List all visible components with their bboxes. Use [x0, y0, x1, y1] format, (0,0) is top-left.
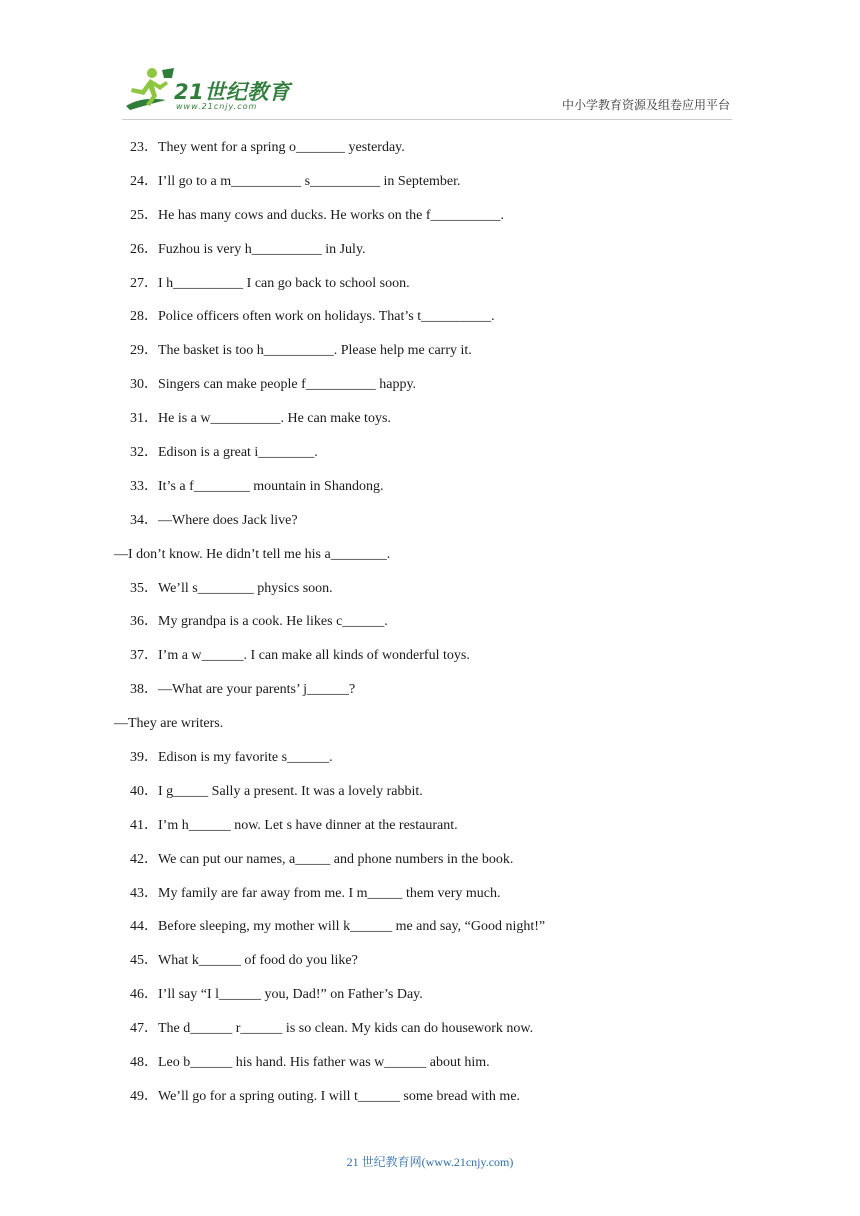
logo-url: www.21cnjy.com — [176, 102, 258, 111]
logo-text: 21世纪教育 — [174, 80, 291, 104]
question-text: My family are far away from me. I m_____ them very much. — [158, 885, 501, 901]
question-number: 39． — [130, 750, 158, 766]
question-line — [114, 714, 750, 748]
question-text: —What are your parents’ j______? — [158, 682, 356, 698]
question-number: 23． — [130, 140, 158, 155]
question-number: 36． — [130, 614, 158, 630]
question-text: We’ll go for a spring outing. I will t______ some bread with me. — [158, 1088, 521, 1104]
question-number: 34． — [130, 512, 158, 528]
header-platform-text: 中小学教育资源及组卷应用平台 — [561, 98, 730, 112]
question-list — [114, 138, 750, 1121]
question-text: Edison is a great i________. — [158, 445, 318, 461]
question-line — [130, 680, 750, 714]
question-line — [130, 1087, 750, 1121]
question-text: Singers can make people f__________ happy. — [158, 377, 417, 393]
question-line — [130, 917, 750, 951]
question-number: 48． — [130, 1055, 158, 1071]
runner-logo-icon — [122, 66, 178, 112]
question-line — [130, 612, 750, 646]
question-number: 47． — [130, 1021, 158, 1037]
question-line — [130, 409, 750, 443]
question-number: 41． — [130, 817, 158, 833]
question-text: I’m h______ now. Let s have dinner at the restaurant. — [158, 817, 458, 833]
question-line — [130, 240, 750, 274]
question-number: 45． — [130, 953, 158, 969]
question-number: 25． — [130, 207, 158, 223]
question-line — [130, 138, 750, 172]
question-text: We’ll s________ physics soon. — [158, 580, 333, 596]
question-number: 46． — [130, 987, 158, 1003]
question-text: He has many cows and ducks. He works on the f__________. — [158, 207, 505, 223]
question-line — [130, 884, 750, 918]
question-text: I’m a w______. I can make all kinds of wonderful toys. — [158, 648, 470, 664]
question-number: 44． — [130, 919, 158, 935]
question-line — [130, 511, 750, 545]
question-line — [114, 545, 750, 579]
header-divider — [122, 119, 732, 120]
question-line — [130, 274, 750, 308]
question-text: —They are writers. — [114, 716, 224, 732]
question-number: 40． — [130, 783, 158, 799]
question-text: I’ll say “I l______ you, Dad!” on Father’s Day. — [158, 987, 423, 1003]
question-number: 27． — [130, 275, 158, 291]
question-number: 24． — [130, 173, 158, 189]
question-number: 42． — [130, 851, 158, 867]
question-number: 26． — [130, 241, 158, 257]
question-text: It’s a f________ mountain in Shandong. — [158, 478, 384, 494]
page-header — [0, 0, 860, 125]
question-number: 49． — [130, 1088, 158, 1104]
question-text: I’ll go to a m__________ s__________ in September. — [158, 173, 461, 189]
question-text: What k______ of food do you like? — [158, 953, 358, 969]
question-line — [130, 375, 750, 409]
question-line — [130, 206, 750, 240]
question-text: —Where does Jack live? — [158, 512, 298, 528]
page-footer: 21 世纪教育网(www.21cnjy.com) — [346, 1155, 514, 1169]
question-text: Edison is my favorite s______. — [158, 750, 333, 766]
question-text: The basket is too h__________. Please help me carry it. — [158, 343, 472, 359]
question-number: 43． — [130, 885, 158, 901]
question-line — [130, 579, 750, 613]
question-number: 33． — [130, 478, 158, 494]
question-text: The d______ r______ is so clean. My kids can do housework now. — [158, 1021, 534, 1037]
question-line — [130, 1019, 750, 1053]
question-text: I g_____ Sally a present. It was a lovely rabbit. — [158, 783, 423, 799]
question-text: Fuzhou is very h__________ in July. — [158, 241, 366, 257]
question-line — [130, 341, 750, 375]
question-line — [130, 477, 750, 511]
question-text: We can put our names, a_____ and phone numbers in the book. — [158, 851, 514, 867]
question-line — [130, 1053, 750, 1087]
question-number: 29． — [130, 343, 158, 359]
question-number: 35． — [130, 580, 158, 596]
question-line — [130, 782, 750, 816]
question-line — [130, 985, 750, 1019]
question-line — [130, 748, 750, 782]
question-line — [130, 172, 750, 206]
question-text: My grandpa is a cook. He likes c______. — [158, 614, 388, 630]
question-text: Police officers often work on holidays. That’s t__________. — [158, 309, 495, 325]
question-line — [130, 307, 750, 341]
question-line — [130, 951, 750, 985]
question-text: —I don’t know. He didn’t tell me his a________. — [114, 546, 391, 562]
logo — [122, 66, 292, 116]
question-line — [130, 443, 750, 477]
question-text: He is a w__________. He can make toys. — [158, 411, 391, 427]
question-text: Leo b______ his hand. His father was w______ about him. — [158, 1055, 490, 1071]
question-line — [130, 850, 750, 884]
question-number: 32． — [130, 445, 158, 461]
question-text: They went for a spring o_______ yesterday. — [158, 140, 405, 155]
question-number: 38． — [130, 682, 158, 698]
question-number: 37． — [130, 648, 158, 664]
question-text: I h__________ I can go back to school soon. — [158, 275, 410, 291]
question-number: 28． — [130, 309, 158, 325]
question-text: Before sleeping, my mother will k______ me and say, “Good night!” — [158, 919, 546, 935]
question-line — [130, 646, 750, 680]
question-number: 30． — [130, 377, 158, 393]
question-line — [130, 816, 750, 850]
question-number: 31． — [130, 411, 158, 427]
